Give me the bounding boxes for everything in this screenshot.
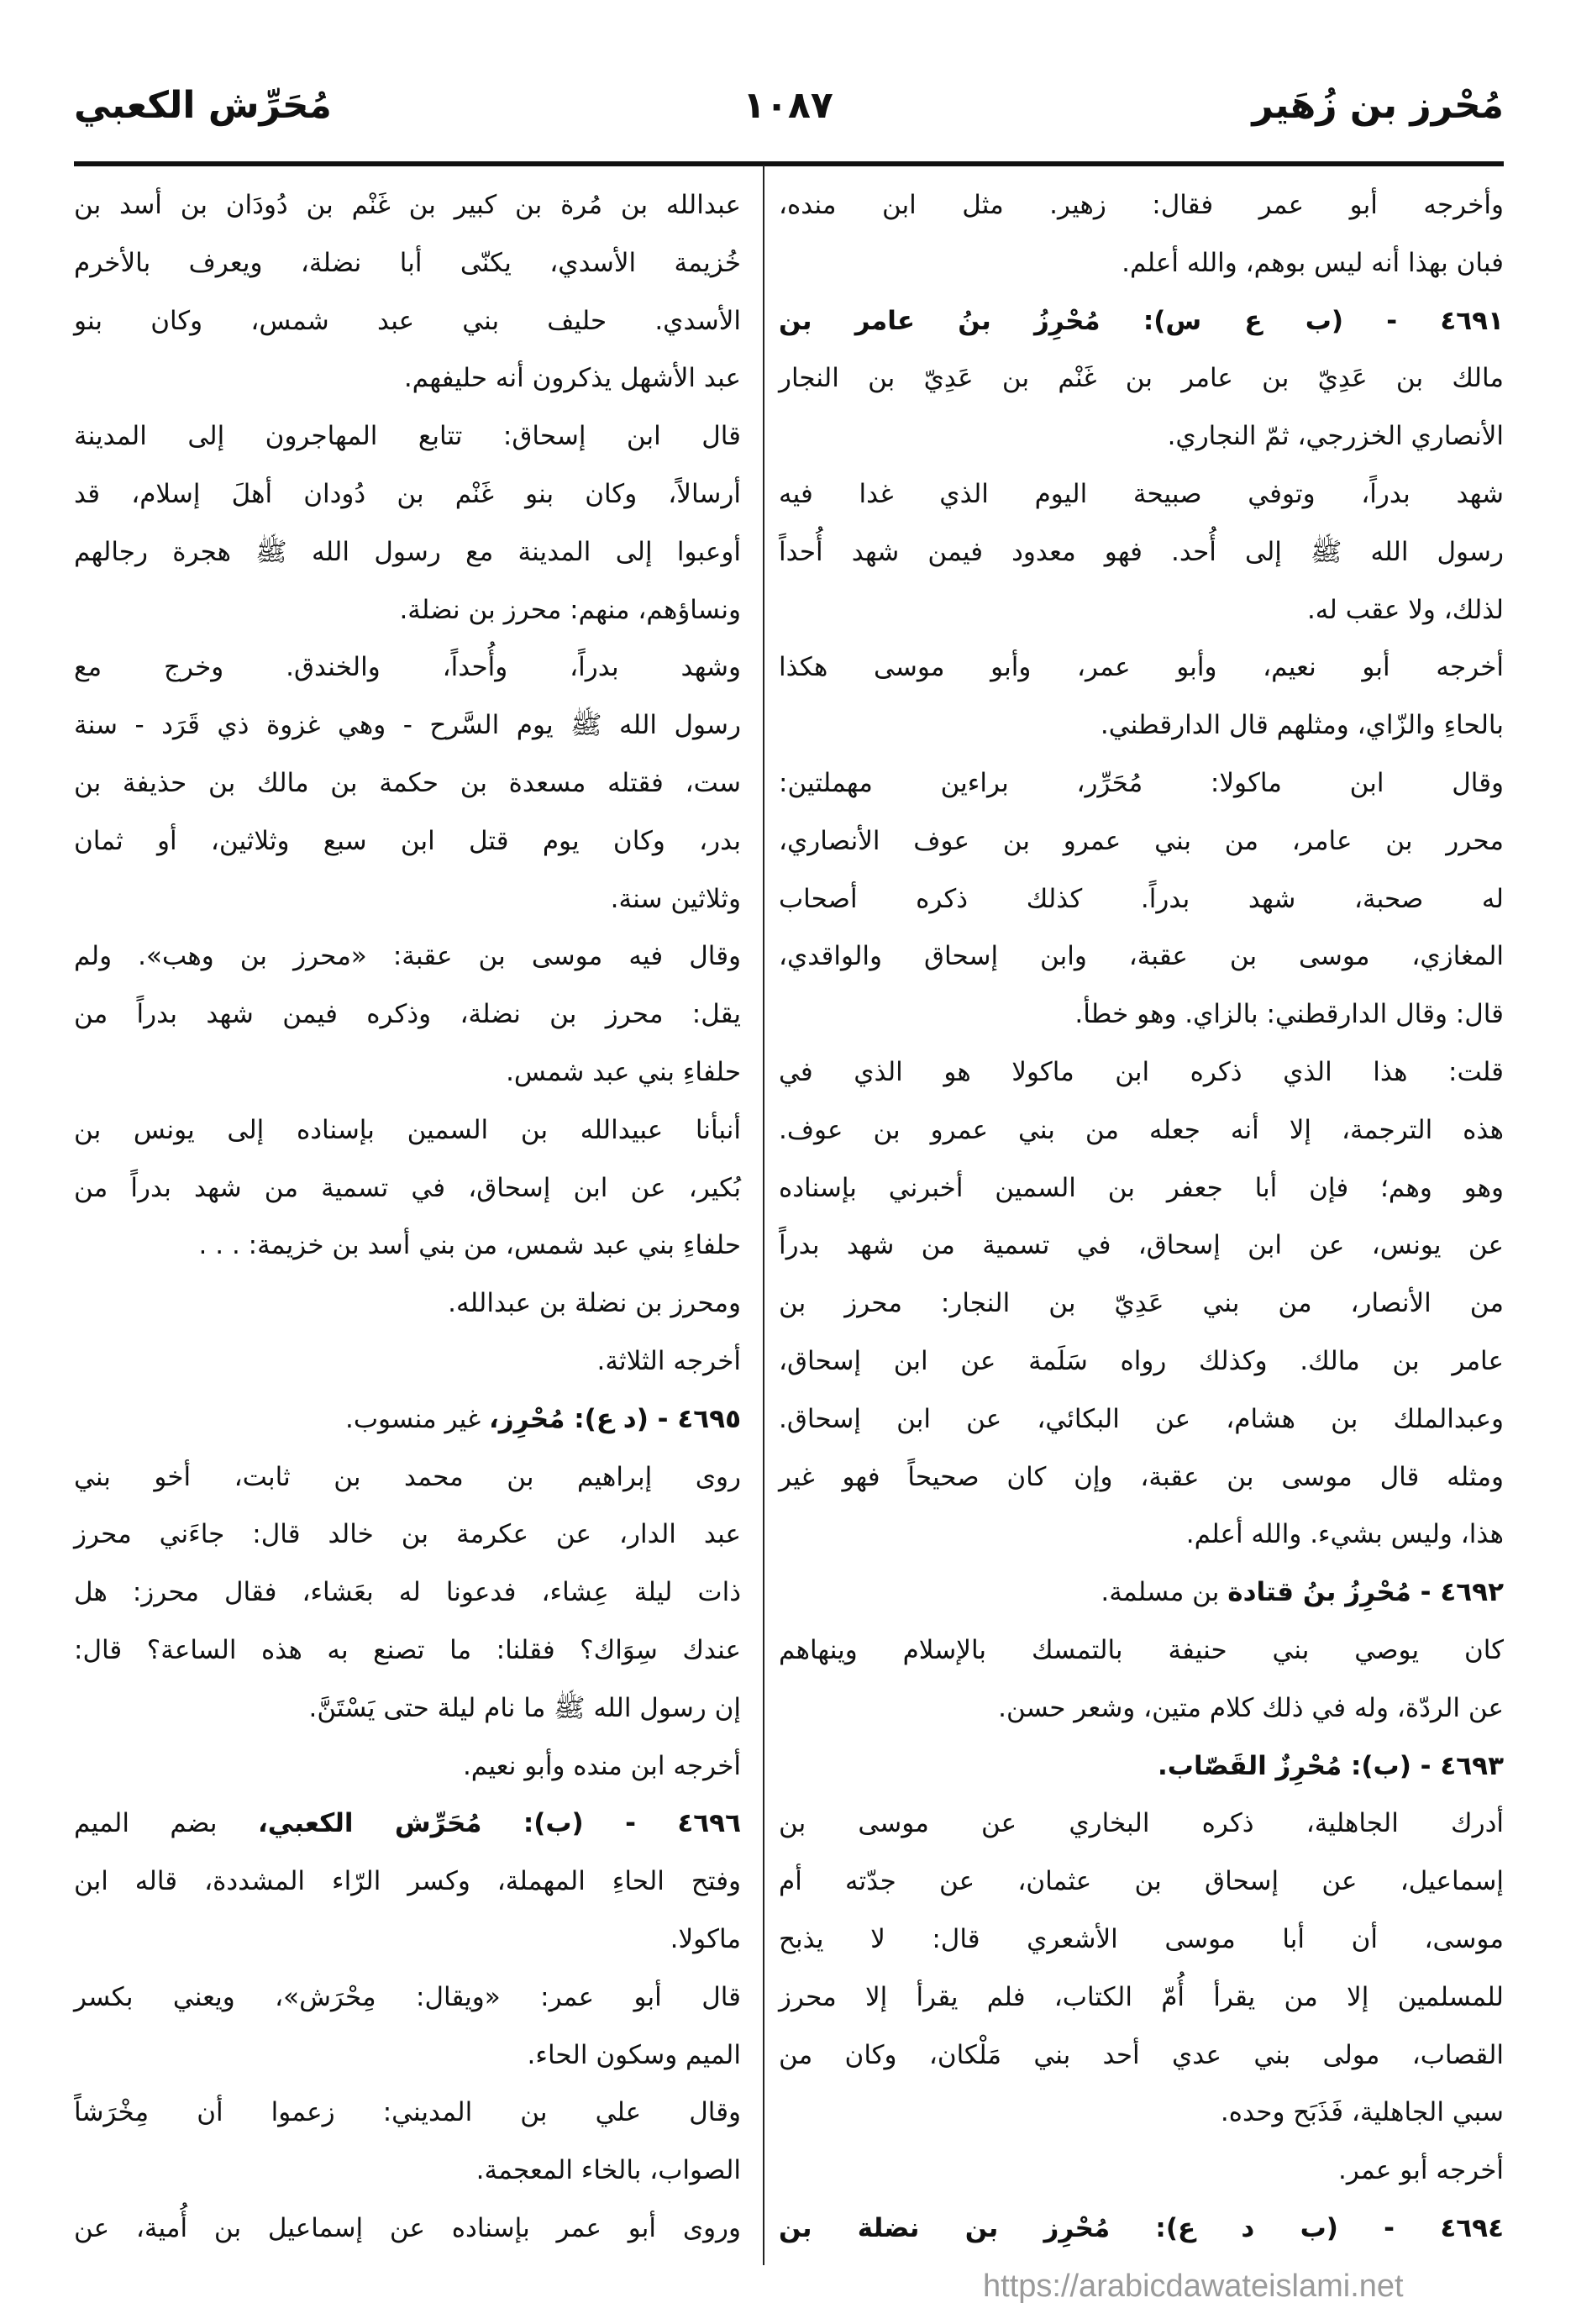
entry-heading-line xyxy=(779,292,1504,350)
line-text: وأخرجه أبو عمر فقال: زهير. مثل ابن منده، xyxy=(779,190,1504,220)
line-text: عامر بن مالك. وكذلك رواه سَلَمة عن ابن إسحاق، xyxy=(779,1345,1504,1376)
line-text: بُكير، عن ابن إسحاق، في تسمية من شهد بدراً من xyxy=(74,1172,741,1203)
line-text: عن يونس، عن ابن إسحاق، في تسمية من شهد بدراً xyxy=(779,1230,1504,1261)
text-line xyxy=(74,1275,741,1333)
line-text: قال أبو عمر: «ويقال: مِحْرَش»، ويعني بكسر xyxy=(74,1981,741,2012)
text-line xyxy=(779,1044,1504,1102)
line-text: سبي الجاهلية، فَذَبَح وحده. xyxy=(1220,2097,1504,2128)
text-line xyxy=(779,697,1504,755)
line-text: أدرك الجاهلية، ذكره البخاري عن موسى بن xyxy=(779,1808,1504,1839)
line-text: بالحاءِ والزّاي، ومثلهم قال الدارقطني. xyxy=(1100,710,1504,741)
line-text: خُزيمة الأسدي، يكنّى أبا نضلة، ويعرف بالأخرم xyxy=(74,247,741,278)
text-line xyxy=(74,639,741,697)
line-text: فبان بهذا أنه ليس بوهم، والله أعلم. xyxy=(1122,247,1504,278)
text-line xyxy=(74,523,741,581)
line-text: عبد الدار، عن عكرمة بن خالد قال: جاءَني محرز xyxy=(74,1519,741,1550)
line-text: شهد بدراً، وتوفي صبيحة اليوم الذي غدا فيه xyxy=(779,478,1504,509)
line-text: أخرجه الثلاثة. xyxy=(596,1345,741,1376)
entry-heading: ٤٦٩٢ - مُحْرِزُ بنُ قتادة xyxy=(1227,1577,1504,1608)
text-line xyxy=(779,2084,1504,2142)
page-number: ١٠٨٧ xyxy=(743,84,833,127)
line-text: أخرجه أبو نعيم، وأبو عمر، وأبو موسى هكذا xyxy=(779,652,1504,683)
text-line xyxy=(779,1391,1504,1449)
text-line xyxy=(74,1333,741,1391)
line-text: وروى أبو عمر بإسناده عن إسماعيل بن أُمية، عن xyxy=(74,2212,741,2243)
line-text: القصاب، مولى بني عدي أحد بني مَلْكان، وكان من xyxy=(779,2039,1504,2070)
text-line xyxy=(779,1853,1504,1911)
line-text: رسول الله ﷺ إلى أُحد. فهو معدود فيمن شهد أُحداً xyxy=(779,536,1504,567)
text-line xyxy=(779,1969,1504,2027)
text-line xyxy=(74,350,741,407)
line-text: وقال فيه موسى بن عقبة: «محرز بن وهب». ولم xyxy=(74,941,741,972)
text-line xyxy=(779,176,1504,234)
text-line xyxy=(74,812,741,870)
line-text: عبد الأشهل يذكرون أنه حليفهم. xyxy=(403,363,741,394)
line-text: للمسلمين إلا من يقرأ أُمّ الكتاب، فلم يقرأ إلا محرز xyxy=(779,1981,1504,2012)
line-text: هذه الترجمة، إلا أنه جعله من بني عمرو بن عوف. xyxy=(779,1114,1504,1145)
text-line xyxy=(74,176,741,234)
text-line xyxy=(74,1680,741,1738)
text-line xyxy=(74,1969,741,2027)
text-line xyxy=(74,1506,741,1564)
text-line xyxy=(779,350,1504,407)
text-line xyxy=(74,986,741,1044)
text-line xyxy=(779,1217,1504,1275)
entry-heading-line xyxy=(779,2200,1504,2258)
text-line xyxy=(779,2142,1504,2200)
entry-heading: ٤٦٩١ - (ب ع س): مُحْرِزُ بنُ عامر بن xyxy=(779,305,1504,336)
text-line xyxy=(74,465,741,523)
line-text: إن رسول الله ﷺ ما نام ليلة حتى يَسْتَنَّ. xyxy=(308,1692,741,1723)
text-line xyxy=(779,465,1504,523)
line-text: أنبأنا عبيدالله بن السمين بإسناده إلى يونس بن xyxy=(74,1114,741,1145)
text-line xyxy=(74,870,741,928)
text-line xyxy=(779,812,1504,870)
text-line xyxy=(74,1738,741,1796)
text-line xyxy=(74,2027,741,2085)
line-text: حلفاءِ بني عبد شمس، من بني أسد بن خزيمة: . . . xyxy=(198,1230,741,1261)
line-text: بضم الميم xyxy=(74,1808,258,1839)
text-line xyxy=(779,2027,1504,2085)
line-text: وعبدالملك بن هشام، عن البكائي، عن ابن إسحاق. xyxy=(779,1403,1504,1434)
line-text: عبدالله بن مُرة بن كبير بن غَنْم بن دُودَان بن أسد بن xyxy=(74,190,741,220)
entry-heading-line xyxy=(779,1564,1504,1622)
text-line xyxy=(74,2142,741,2200)
line-text: لذلك، ولا عقب له. xyxy=(1306,594,1504,625)
line-text: ونساؤهم، منهم: محرز بن نضلة. xyxy=(399,594,741,625)
line-text: ومحرز بن نضلة بن عبدالله. xyxy=(448,1288,741,1319)
line-text: وقال علي بن المديني: زعموا أن مِخْرَشاً xyxy=(74,2097,741,2128)
line-text: عندك سِوَاك؟ فقلنا: ما تصنع به هذه الساعة؟ قال: xyxy=(74,1634,741,1665)
watermark-url: https://arabicdawateislami.net xyxy=(983,2269,1404,2304)
text-line xyxy=(74,928,741,986)
right-column xyxy=(779,176,1504,2258)
entry-heading: ٤٦٩٥ - (د ع): مُحْرِز، xyxy=(489,1403,741,1434)
text-line xyxy=(779,1506,1504,1564)
text-line xyxy=(779,1102,1504,1159)
entry-heading-line xyxy=(74,1795,741,1853)
line-text: قلت: هذا الذي ذكره ابن ماكولا هو الذي في xyxy=(779,1056,1504,1087)
text-line xyxy=(74,755,741,812)
entry-heading: ٤٦٩٣ - (ب): مُحْرِزٌ القَصّاب. xyxy=(1158,1750,1504,1781)
entry-heading: ٤٦٩٤ - (ب د ع): مُحْرِز بن نضلة بن xyxy=(779,2212,1504,2243)
line-text: عن الردّة، وله في ذلك كلام متين، وشعر حسن. xyxy=(998,1692,1504,1723)
text-line xyxy=(779,1680,1504,1738)
text-line xyxy=(779,581,1504,639)
text-line xyxy=(74,407,741,465)
line-text: يقل: محرز بن نضلة، وذكره فيمن شهد بدراً من xyxy=(74,999,741,1030)
text-line xyxy=(74,234,741,292)
text-line xyxy=(74,1217,741,1275)
line-text: الأسدي. حليف بني عبد شمس، وكان بنو xyxy=(74,305,741,336)
line-text: قال ابن إسحاق: تتابع المهاجرون إلى المدينة xyxy=(74,421,741,452)
left-column xyxy=(74,176,741,2258)
text-line xyxy=(74,1044,741,1102)
line-text: بدر، وكان يوم قتل ابن سبع وثلاثين، أو ثمان xyxy=(74,825,741,856)
line-text: ومثله قال موسى بن عقبة، وإن كان صحيحاً فهو غير xyxy=(779,1461,1504,1492)
text-line xyxy=(74,1564,741,1622)
text-line xyxy=(779,639,1504,697)
line-text: وهو وهم؛ فإن أبا جعفر بن السمين أخبرني بإسناده xyxy=(779,1172,1504,1203)
line-text: له صحبة، شهد بدراً. كذلك ذكره أصحاب xyxy=(779,883,1504,914)
text-line xyxy=(779,1911,1504,1969)
line-text: الأنصاري الخزرجي، ثمّ النجاري. xyxy=(1167,421,1504,452)
line-text: وثلاثين سنة. xyxy=(610,883,741,914)
line-text: هذا، وليس بشيء. والله أعلم. xyxy=(1185,1519,1504,1550)
text-line xyxy=(74,1853,741,1911)
line-text: من الأنصار، من بني عَدِيّ بن النجار: محرز بن xyxy=(779,1288,1504,1319)
line-text: وشهد بدراً، وأُحداً، والخندق. وخرج مع xyxy=(74,652,741,683)
entry-heading-line xyxy=(779,1738,1504,1796)
line-text: المغازي، موسى بن عقبة، وابن إسحاق والواقدي، xyxy=(779,941,1504,972)
line-text: ماكولا. xyxy=(670,1923,741,1954)
text-line xyxy=(779,755,1504,812)
line-text: أخرجه ابن منده وأبو نعيم. xyxy=(462,1750,741,1781)
line-text: الصواب، بالخاء المعجمة. xyxy=(475,2155,741,2186)
text-line xyxy=(779,928,1504,986)
text-line xyxy=(779,523,1504,581)
header-rule xyxy=(74,161,1504,166)
line-text: محرر بن عامر، من بني عمرو بن عوف الأنصاري، xyxy=(779,825,1504,856)
text-line xyxy=(779,1449,1504,1506)
line-text: أوعبوا إلى المدينة مع رسول الله ﷺ هجرة رجالهم xyxy=(74,536,741,567)
text-line xyxy=(779,1795,1504,1853)
text-line xyxy=(779,1275,1504,1333)
line-text: ذات ليلة عِشاء، فدعونا له بعَشاء، فقال محرز: هل xyxy=(74,1577,741,1608)
text-line xyxy=(74,1102,741,1159)
text-line xyxy=(779,870,1504,928)
line-text: موسى، أن أبا موسى الأشعري قال: لا يذبح xyxy=(779,1923,1504,1954)
text-line xyxy=(779,1159,1504,1217)
line-text: وقال ابن ماكولا: مُحَرِّر، براءين مهملتين: xyxy=(779,767,1504,798)
line-text: مالك بن عَدِيّ بن عامر بن غَنْم بن عَدِيّ بن النجار xyxy=(779,363,1504,394)
running-head-left: مُحَرِّش الكعبي xyxy=(74,84,332,127)
line-text: حلفاءِ بني عبد شمس. xyxy=(506,1056,741,1087)
text-line xyxy=(779,407,1504,465)
text-line xyxy=(779,1622,1504,1680)
line-text: كان يوصي بني حنيفة بالتمسك بالإسلام وينهاهم xyxy=(779,1634,1504,1665)
line-text: روى إبراهيم بن محمد بن ثابت، أخو بني xyxy=(74,1461,741,1492)
entry-heading: ٤٦٩٦ - (ب): مُحَرِّش الكعبي، xyxy=(257,1808,741,1839)
line-text: أخرجه أبو عمر. xyxy=(1337,2155,1504,2186)
text-line xyxy=(74,2200,741,2258)
text-line xyxy=(74,1622,741,1680)
text-line xyxy=(74,1159,741,1217)
text-line xyxy=(779,1333,1504,1391)
entry-heading-line xyxy=(74,1391,741,1449)
line-text: قال: وقال الدارقطني: بالزاي. وهو خطأ. xyxy=(1074,999,1504,1030)
text-line xyxy=(74,697,741,755)
text-line xyxy=(74,581,741,639)
text-line xyxy=(779,234,1504,292)
text-line xyxy=(74,1911,741,1969)
line-text: رسول الله ﷺ يوم السَّرح - وهي غزوة ذي قَرَد - سنة xyxy=(74,710,741,741)
line-text: غير منسوب. xyxy=(344,1403,490,1434)
line-text: وفتح الحاءِ المهملة، وكسر الرّاء المشددة، قاله ابن xyxy=(74,1866,741,1897)
line-text: ست، فقتله مسعدة بن حكمة بن مالك بن حذيفة بن xyxy=(74,767,741,798)
line-text: إسماعيل، عن إسحاق بن عثمان، عن جدّته أم xyxy=(779,1866,1504,1897)
text-line xyxy=(74,1449,741,1506)
running-head-right: مُحْرز بن زُهَير xyxy=(1252,84,1504,127)
text-line xyxy=(74,292,741,350)
text-line xyxy=(74,2084,741,2142)
column-divider xyxy=(763,165,764,2265)
line-text: بن مسلمة. xyxy=(1101,1577,1228,1608)
text-line xyxy=(779,986,1504,1044)
line-text: أرسالاً، وكان بنو غَنْم بن دُودان أهلَ إسلام، قد xyxy=(74,478,741,509)
line-text: الميم وسكون الحاء. xyxy=(527,2039,741,2070)
